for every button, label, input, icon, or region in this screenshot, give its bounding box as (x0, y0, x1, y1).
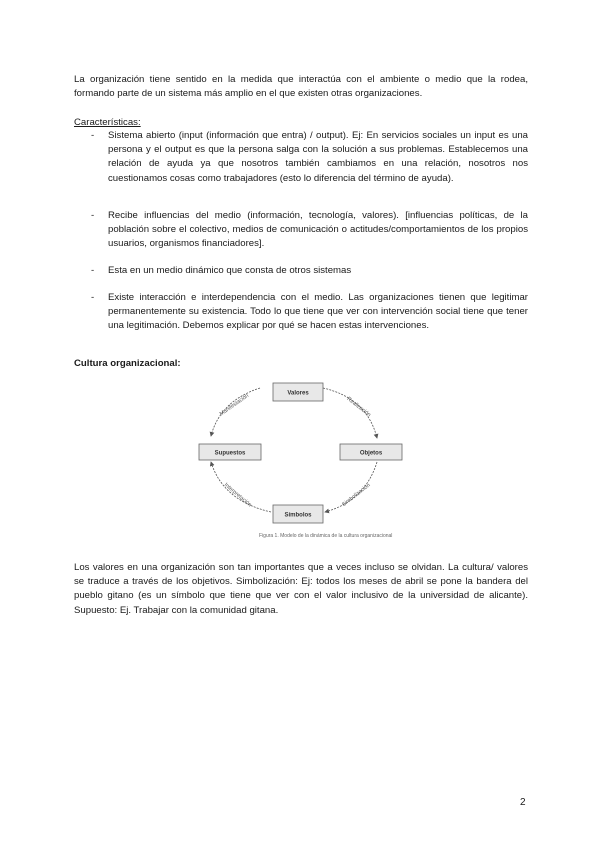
bullet-item (74, 291, 528, 334)
bullet-text: Sistema abierto (input (información que entra) / output). Ej: En servicios sociales un input es una persona y el output es que la persona salga con la solución a sus problemas. Establecemos una relación de ayuda ya que nosotros también cambiamos en una relación, nosotros nos cuestionamos cosas como trabajadores (esto lo diferencia del término de ayuda). (108, 130, 528, 184)
bullet-item (74, 264, 528, 278)
bullet-item (74, 129, 528, 186)
arc-label-simbolizacion: Simbolización (341, 482, 372, 509)
arc-label-realizacion: Realización (345, 396, 372, 419)
arc-label-manifestacion: Manifestación (218, 392, 251, 418)
figure-caption: Figura 1. Modelo de la dinámica de la cultura organizacional (259, 533, 393, 539)
bullet-text: Recibe influencias del medio (información, tecnología, valores). [influencias políticas, de la población sobre el colectivo, medios de comunicación o actitudes/comportamientos de los propios usuarios, organismos financiadores]. (108, 210, 528, 250)
box-simbolos (273, 505, 323, 523)
box-valores-label: Valores (287, 390, 309, 397)
box-valores (273, 383, 323, 401)
bullet-item (74, 209, 528, 252)
box-simbolos-label: Símbolos (284, 512, 312, 519)
intro-paragraph: La organización tiene sentido en la medida que interactúa con el ambiente o medio que la rodea, formando parte de un sistema más amplio en el que existen otras organizaciones. (74, 74, 528, 100)
bullet-text: Esta en un medio dinámico que consta de otros sistemas (108, 265, 352, 276)
bullet-dash: - (91, 210, 95, 221)
cultura-heading: Cultura organizacional: (74, 358, 181, 369)
box-supuestos (199, 444, 261, 460)
bullet-dash: - (91, 130, 95, 141)
bullet-dash: - (91, 265, 95, 276)
bullet-dash: - (91, 292, 95, 303)
arc-bottom-left (211, 462, 271, 512)
bullet-text: Existe interacción e interdependencia con el medio. Las organizaciones tienen que legitimar permanentemente su existencia. Todo lo que tiene que ver con intervención social tiene que tener una legitimación. Debemos explicar por qué se hacen estas intervenciones. (108, 292, 528, 332)
outro-paragraph: Los valores en una organización son tan importantes que a veces incluso se olvidan. La cultura/ valores se traduce a través de los objetivos. Simbolización: Ej: todos los meses de abril se pone la bandera del pueblo gitano (es un símbolo que tiene que ver con el valor inclusivo de la universidad de alicante). Supuesto: Ej. Trabajar con la comunidad gitana. (74, 562, 528, 616)
box-objetos-label: Objetos (359, 450, 383, 457)
arc-label-interpretacion: Interpretación (222, 482, 253, 509)
box-supuestos-label: Supuestos (214, 450, 246, 457)
page-number: 2 (520, 797, 526, 808)
cultura-figure (195, 376, 405, 543)
caracteristicas-heading: Características: (74, 117, 141, 128)
box-objetos (340, 444, 402, 460)
